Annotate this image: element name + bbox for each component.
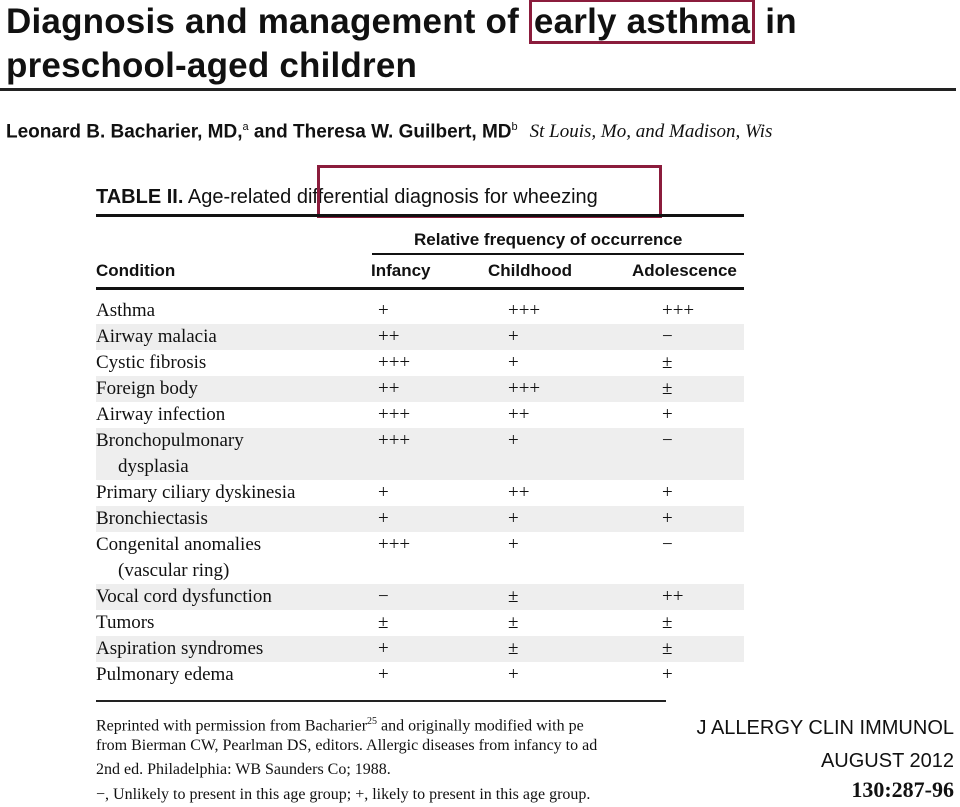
cell-childhood: ++ (508, 482, 530, 503)
journal-date: AUGUST 2012 (820, 750, 954, 772)
footnote-line-3: 2nd ed. Philadelphia: WB Saunders Co; 1988. (96, 761, 391, 778)
footnote-line-1 (96, 711, 584, 737)
table-row (96, 298, 744, 324)
cell-infancy: + (378, 508, 389, 529)
condition-line: Foreign body (96, 378, 198, 399)
cell-infancy: ++ (378, 326, 400, 347)
cell-adolescence: + (662, 404, 673, 425)
footnote-1b: and originally modified with pe (377, 717, 584, 735)
cell-infancy: +++ (378, 404, 411, 425)
cell-adolescence: ± (662, 378, 673, 399)
author-line (6, 121, 772, 143)
table-row (96, 662, 744, 688)
condition-line: Airway infection (96, 404, 226, 425)
table-row (96, 506, 744, 532)
condition-line: Tumors (96, 612, 155, 633)
footnote-ref: 25 (367, 716, 378, 727)
author-2: and Theresa W. Guilbert, MD (248, 121, 512, 143)
condition-line: Vocal cord dysfunction (96, 586, 272, 607)
cell-adolescence: +++ (662, 300, 695, 321)
cell-adolescence: ++ (662, 586, 684, 607)
header-bottom-rule (96, 287, 744, 290)
cell-condition (96, 402, 225, 428)
footnote-separator (96, 700, 666, 702)
cell-childhood: + (508, 352, 519, 373)
author-1: Leonard B. Bacharier, MD, (6, 121, 243, 143)
table-row (96, 584, 744, 610)
table-row (96, 480, 744, 506)
cell-condition (96, 506, 208, 532)
title-line1-suffix: in (755, 2, 797, 41)
table-body (96, 298, 744, 688)
table-caption-prefix: Age-related (183, 186, 297, 208)
author-1-affil-mark: a (242, 121, 249, 133)
cell-condition (96, 480, 295, 506)
title-line1-prefix: Diagnosis and management of (6, 2, 529, 41)
footnote-line-2: from Bierman CW, Pearlman DS, editors. Allergic diseases from infancy to ad (96, 737, 598, 754)
cell-infancy: + (378, 482, 389, 503)
condition-line: Cystic fibrosis (96, 352, 207, 373)
journal-name: J ALLERGY CLIN IMMUNOL (696, 717, 954, 739)
author-2-affil-mark: b (511, 121, 518, 133)
cell-condition (96, 324, 217, 350)
cell-infancy: +++ (378, 352, 411, 373)
cell-childhood: + (508, 534, 519, 555)
table-row (96, 636, 744, 662)
condition-line: Airway malacia (96, 326, 217, 347)
cell-infancy: − (378, 586, 389, 607)
table-row (96, 376, 744, 402)
cell-adolescence: + (662, 664, 673, 685)
table-row (96, 428, 744, 480)
caption-highlight-box (317, 165, 662, 218)
cell-childhood: ± (508, 586, 519, 607)
cell-condition (96, 662, 234, 688)
cell-childhood: + (508, 326, 519, 347)
cell-childhood: + (508, 508, 519, 529)
cell-condition (96, 298, 155, 324)
cell-infancy: ± (378, 612, 389, 633)
header-childhood: Childhood (488, 261, 573, 280)
title-line2: preschool-aged children (6, 46, 418, 85)
cell-childhood: ± (508, 612, 519, 633)
cell-adolescence: ± (662, 638, 673, 659)
cell-infancy: + (378, 638, 389, 659)
cell-childhood: +++ (508, 378, 541, 399)
cell-condition (96, 350, 206, 376)
header-condition: Condition (96, 261, 176, 280)
header-infancy: Infancy (371, 261, 431, 280)
table-label: TABLE II. (96, 186, 184, 208)
condition-line: Pulmonary edema (96, 664, 234, 685)
cell-adolescence: + (662, 508, 673, 529)
cell-condition (96, 610, 154, 636)
journal-volume: 130:287-96 (851, 777, 954, 802)
cell-childhood: ± (508, 638, 519, 659)
condition-line: Bronchiectasis (96, 508, 208, 529)
cell-infancy: + (378, 300, 389, 321)
cell-adolescence: ± (662, 352, 673, 373)
cell-infancy: +++ (378, 430, 411, 451)
table-caption-highlight: differential diagnosis for wheezing (296, 186, 598, 208)
condition-line: Congenital anomalies (96, 534, 262, 555)
spanner-header (96, 217, 744, 255)
footnote-1a: Reprinted with permission from Bacharier (96, 717, 368, 735)
cell-condition (96, 584, 272, 610)
condition-line: Asthma (96, 300, 156, 321)
article-title (6, 0, 797, 88)
cell-infancy: ++ (378, 378, 400, 399)
cell-condition (96, 376, 198, 402)
cell-infancy: + (378, 664, 389, 685)
cell-childhood: +++ (508, 300, 541, 321)
cell-infancy: +++ (378, 534, 411, 555)
cell-childhood: ++ (508, 404, 530, 425)
table-row (96, 610, 744, 636)
condition-line: Bronchopulmonary (96, 430, 244, 451)
title-divider (0, 88, 956, 91)
cell-condition (96, 636, 263, 662)
footnote-line-4: −, Unlikely to present in this age group; +, likely to present in this age group. (96, 786, 591, 803)
table-row (96, 402, 744, 428)
condition-line: dysplasia (118, 456, 189, 477)
cell-childhood: + (508, 430, 519, 451)
spanner-label: Relative frequency of occurrence (414, 230, 683, 249)
header-adolescence: Adolescence (632, 261, 737, 280)
cell-adolescence: − (662, 326, 673, 347)
cell-childhood: + (508, 664, 519, 685)
affiliation: St Louis, Mo, and Madison, Wis (529, 121, 773, 143)
condition-line: (vascular ring) (118, 560, 230, 581)
title-highlight-box: early asthma (529, 0, 755, 44)
cell-adolescence: + (662, 482, 673, 503)
cell-adolescence: ± (662, 612, 673, 633)
cell-condition (96, 532, 261, 584)
cell-condition (96, 428, 244, 480)
cell-adolescence: − (662, 430, 673, 451)
table-row (96, 532, 744, 584)
cell-adolescence: − (662, 534, 673, 555)
table-row (96, 324, 744, 350)
table-row (96, 350, 744, 376)
column-header-row (96, 255, 744, 287)
condition-line: Primary ciliary dyskinesia (96, 482, 296, 503)
condition-line: Aspiration syndromes (96, 638, 264, 659)
differential-diagnosis-table (96, 214, 744, 688)
